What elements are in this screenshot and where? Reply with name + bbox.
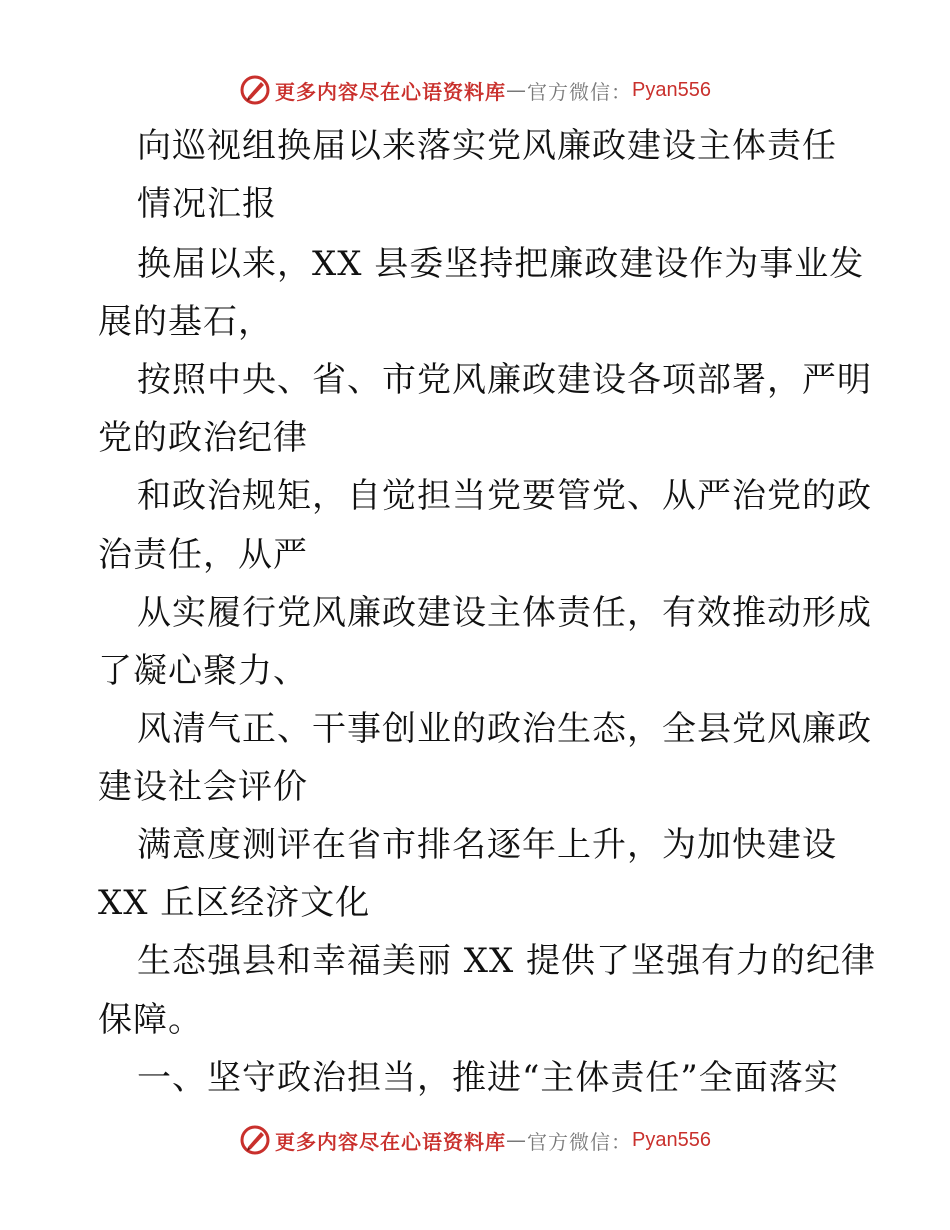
pen-circle-logo-icon: [239, 74, 271, 106]
banner-dash: —: [506, 1128, 528, 1152]
document-subtitle: 情况汇报: [137, 184, 277, 224]
body-text-line: 换届以来，XX 县委坚持把廉政建设作为事业发: [137, 244, 865, 284]
body-text-line: 风清气正、干事创业的政治生态，全县党风廉政: [137, 709, 872, 749]
body-text-line: 保障。: [98, 1000, 203, 1040]
footer-watermark-banner: [0, 1120, 950, 1160]
section-heading: 一、坚守政治担当，推进“主体责任”全面落实: [137, 1058, 839, 1098]
body-text-line: XX 丘区经济文化: [98, 883, 371, 923]
banner-wechat-handle: Pyan556: [632, 1128, 711, 1151]
body-text-line: 从实履行党风廉政建设主体责任，有效推动形成: [137, 593, 872, 633]
body-text-line: 生态强县和幸福美丽 XX 提供了坚强有力的纪律: [137, 941, 877, 981]
body-text-line: 了凝心聚力、: [98, 651, 308, 691]
body-text-line: 和政治规矩，自觉担当党要管党、从严治党的政: [137, 476, 872, 516]
body-text-line: 按照中央、省、市党风廉政建设各项部署，严明: [137, 360, 872, 400]
body-text-line: 展的基石，: [98, 302, 273, 342]
pen-circle-logo-icon: [239, 1124, 271, 1156]
banner-dash: —: [506, 78, 528, 102]
document-title: 向巡视组换届以来落实党风廉政建设主体责任: [137, 126, 837, 166]
banner-account-label: 官方微信：: [527, 79, 633, 104]
header-watermark-banner: [0, 70, 950, 110]
body-text-line: 治责任，从严: [98, 535, 308, 575]
banner-wechat-handle: Pyan556: [632, 78, 711, 101]
banner-main-text: 更多内容尽在心语资料库: [275, 1129, 507, 1154]
body-text-line: 满意度测评在省市排名逐年上升，为加快建设: [137, 825, 837, 865]
banner-account-label: 官方微信：: [527, 1129, 633, 1154]
body-text-line: 党的政治纪律: [98, 418, 308, 458]
banner-main-text: 更多内容尽在心语资料库: [275, 79, 507, 104]
body-text-line: 建设社会评价: [98, 767, 308, 807]
